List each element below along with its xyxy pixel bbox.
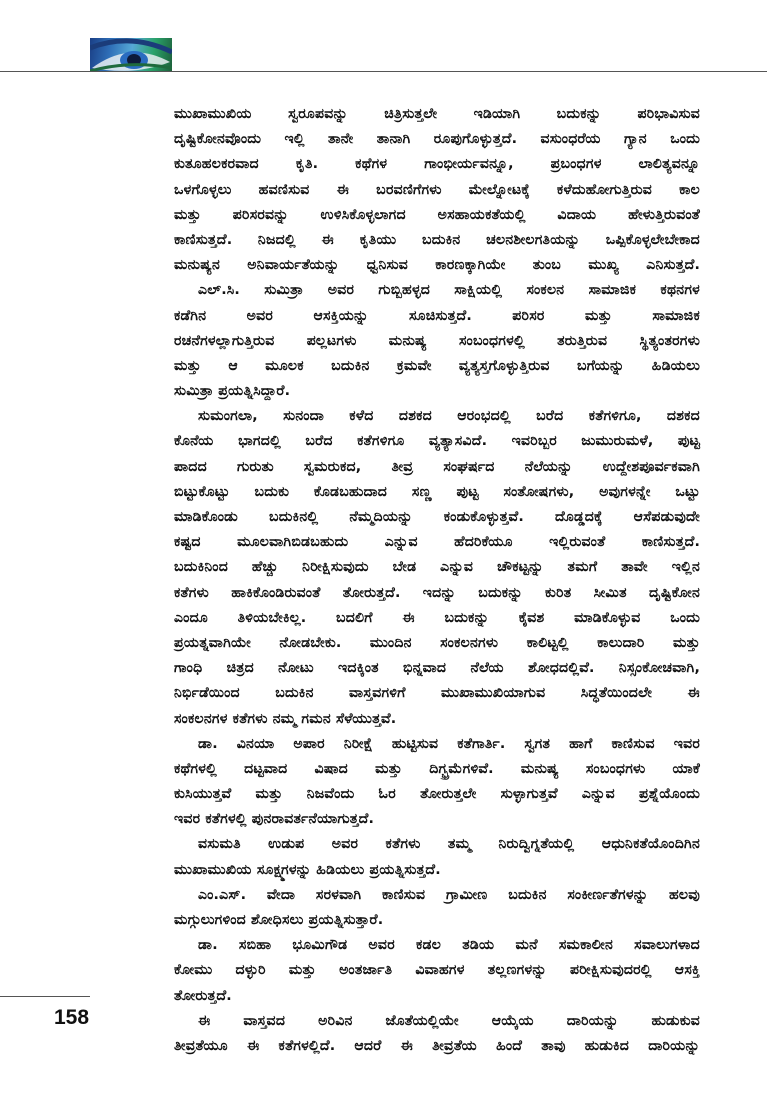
text-line: ಡಾ. ಸಬಿಹಾ ಭೂಮಿಗೌಡ ಅವರ ಕಡಲ ತಡಿಯ ಮನೆ ಸಮಕಾಲೀನ ಸವಾಲುಗಳಾದ (198, 937, 700, 954)
text-line: ಕುಸಿಯುತ್ತವೆ ಮತ್ತು ನಿಜವೆಂದು ಓರ ತೋರುತ್ತಲೇ ಸುಳ್ಳಾಗುತ್ತವೆ ಎನ್ನುವ ಪ್ರಶ್ನೆಯೊಂದು (174, 786, 700, 803)
text-line: ಕಥೆಗಳಲ್ಲಿ ದಟ್ಟವಾದ ವಿಷಾದ ಮತ್ತು ದಿಗ್ಭ್ರಮೆಗಳಿವೆ. ಮನುಷ್ಯ ಸಂಬಂಧಗಳು ಯಾಕೆ (174, 760, 700, 777)
text-line: ಕೋಮು ದಳ್ಳುರಿ ಮತ್ತು ಅಂತರ್ಜಾತಿ ವಿವಾಹಗಳ ತಲ್ಲಣಗಳನ್ನು ಪರೀಕ್ಷಿಸುವುದರಲ್ಲಿ ಆಸಕ್ತಿ (174, 962, 700, 979)
text-line: ಈ ವಾಸ್ತವದ ಅರಿವಿನ ಜೊತೆಯಲ್ಲಿಯೇ ಆಯ್ಕೆಯ ದಾರಿಯನ್ನು ಹುಡುಕುವ (198, 1012, 700, 1029)
text-line: ಎಂ.ಎಸ್. ವೇದಾ ಸರಳವಾಗಿ ಕಾಣಿಸುವ ಗ್ರಾಮೀಣ ಬದುಕಿನ ಸಂಕೀರ್ಣತೆಗಳನ್ನು ಹಲವು (198, 886, 700, 903)
page-number: 158 (54, 1006, 90, 1029)
text-line: ಕುತೂಹಲಕರವಾದ ಕೃತಿ. ಕಥೆಗಳ ಗಾಂಭೀರ್ಯವನ್ನೂ, ಪ್ರಬಂಧಗಳ ಲಾಲಿತ್ಯವನ್ನೂ (174, 156, 700, 173)
text-line: ಸುಮಿತ್ರಾ ಪ್ರಯತ್ನಿಸಿದ್ದಾರೆ. (174, 383, 291, 400)
text-line: ತೋರುತ್ತದೆ. (174, 987, 232, 1004)
body-text (174, 102, 700, 1059)
text-line: ಮುಖಾಮುಖಿಯ ಸ್ವರೂಪವನ್ನು ಚಿತ್ರಿಸುತ್ತಲೇ ಇಡಿಯಾಗಿ ಬದುಕನ್ನು ಪರಿಭಾವಿಸುವ (174, 106, 700, 122)
text-line: ಕಾಣಿಸುತ್ತದೆ. ನಿಜದಲ್ಲಿ ಈ ಕೃತಿಯು ಬದುಕಿನ ಚಲನಶೀಲಗತಿಯನ್ನು ಒಪ್ಪಿಕೊಳ್ಳಲೇಬೇಕಾದ (174, 231, 700, 248)
text-line: ಕೊನೆಯ ಭಾಗದಲ್ಲಿ ಬರೆದ ಕತೆಗಳಿಗೂ ವ್ಯತ್ಯಾಸವಿದೆ. ಇವರಿಬ್ಬರ ಜುಮುರುಮಳೆ, ಪುಟ್ಟ (174, 433, 700, 450)
text-line: ನಿರ್ಭಿಡೆಯಿಂದ ಬದುಕಿನ ವಾಸ್ತವಗಳಿಗೆ ಮುಖಾಮುಖಿಯಾಗುವ ಸಿದ್ಧತೆಯಿಂದಲೇ ಈ (174, 685, 700, 702)
eye-icon (90, 38, 172, 72)
text-line: ಕಡೆಗಿನ ಅವರ ಆಸಕ್ತಿಯನ್ನು ಸೂಚಿಸುತ್ತದೆ. ಪರಿಸರ ಮತ್ತು ಸಾಮಾಜಿಕ (174, 307, 700, 324)
text-line: ವಸುಮತಿ ಉಡುಪ ಅವರ ಕತೆಗಳು ತಮ್ಮ ನಿರುದ್ವಿಗ್ನತೆಯಲ್ಲಿ ಆಧುನಿಕತೆಯೊಂದಿಗಿನ (198, 836, 700, 853)
text-line: ಕಷ್ಟದ ಮೂಲವಾಗಿಬಿಡಬಹುದು ಎನ್ನುವ ಹೆದರಿಕೆಯೂ ಇಲ್ಲಿರುವಂತೆ ಕಾಣಿಸುತ್ತದೆ. (174, 534, 700, 551)
text-line: ಪಾದದ ಗುರುತು ಸ್ವಮರುಕದ, ತೀವ್ರ ಸಂಘರ್ಷದ ನೆಲೆಯನ್ನು ಉದ್ದೇಶಪೂರ್ವಕವಾಗಿ (174, 458, 700, 475)
text-line: ಮುಖಾಮುಖಿಯ ಸೂಕ್ಷ್ಮಗಳನ್ನು ಹಿಡಿಯಲು ಪ್ರಯತ್ನಿಸುತ್ತದೆ. (174, 861, 441, 878)
text-line: ಮನುಷ್ಯನ ಅನಿವಾರ್ಯತೆಯನ್ನು ಧ್ವನಿಸುವ ಕಾರಣಕ್ಕಾಗಿಯೇ ತುಂಬ ಮುಖ್ಯ ಎನಿಸುತ್ತದೆ. (174, 257, 700, 274)
text-line: ಒಳಗೊಳ್ಳಲು ಹವಣಿಸುವ ಈ ಬರವಣಿಗೆಗಳು ಮೇಲ್ನೋಟಕ್ಕೆ ಕಳೆದುಹೋಗುತ್ತಿರುವ ಕಾಲ (174, 181, 700, 198)
text-line: ತೀವ್ರತೆಯೂ ಈ ಕತೆಗಳಲ್ಲಿದೆ. ಆದರೆ ಈ ತೀವ್ರತೆಯ ಹಿಂದೆ ತಾವು ಹುಡುಕಿದ ದಾರಿಯನ್ನು (174, 1037, 700, 1054)
text-line: ಮತ್ತು ಪರಿಸರವನ್ನು ಉಳಿಸಿಕೊಳ್ಳಲಾಗದ ಅಸಹಾಯಕತೆಯಲ್ಲಿ ವಿದಾಯ ಹೇಳುತ್ತಿರುವಂತೆ (174, 206, 700, 223)
text-line: ಸುಮಂಗಲಾ, ಸುನಂದಾ ಕಳೆದ ದಶಕದ ಆರಂಭದಲ್ಲಿ ಬರೆದ ಕತೆಗಳಿಗೂ, ದಶಕದ (198, 408, 700, 425)
text-line: ಮಗ್ಗುಲುಗಳಿಂದ ಶೋಧಿಸಲು ಪ್ರಯತ್ನಿಸುತ್ತಾರೆ. (174, 912, 384, 928)
text-line: ಇವರ ಕತೆಗಳಲ್ಲಿ ಪುನರಾವರ್ತನೆಯಾಗುತ್ತದೆ. (174, 811, 375, 828)
text-line: ಬದುಕಿನಿಂದ ಹೆಚ್ಚು ನಿರೀಕ್ಷಿಸುವುದು ಬೇಡ ಎನ್ನುವ ಚೌಕಟ್ಟನ್ನು ತಮಗೆ ತಾವೇ ಇಲ್ಲಿನ (174, 559, 700, 576)
text-line: ಪ್ರಯತ್ನವಾಗಿಯೇ ನೋಡಬೇಕು. ಮುಂದಿನ ಸಂಕಲನಗಳು ಕಾಲಿಟ್ಟಲ್ಲಿ ಕಾಲುದಾರಿ ಮತ್ತು (174, 634, 700, 651)
text-line: ಬಿಟ್ಟುಕೊಟ್ಟು ಬದುಕು ಕೊಡಬಹುದಾದ ಸಣ್ಣ ಪುಟ್ಟ ಸಂತೋಷಗಳು, ಅವುಗಳನ್ನೇ ಒಟ್ಟು (174, 483, 700, 500)
text-line: ಸಂಕಲನಗಳ ಕತೆಗಳು ನಮ್ಮ ಗಮನ ಸೆಳೆಯುತ್ತವೆ. (174, 710, 397, 727)
text-line: ಮತ್ತು ಆ ಮೂಲಕ ಬದುಕಿನ ಕ್ರಮವೇ ವ್ಯತ್ಯಸ್ತಗೊಳ್ಳುತ್ತಿರುವ ಬಗೆಯನ್ನು ಹಿಡಿಯಲು (174, 357, 700, 374)
text-line: ಕತೆಗಳು ಹಾಕಿಕೊಂಡಿರುವಂತೆ ತೋರುತ್ತದೆ. ಇದನ್ನು ಬದುಕನ್ನು ಕುರಿತ ಸೀಮಿತ ದೃಷ್ಟಿಕೋನ (174, 584, 700, 601)
text-line: ಎಲ್.ಸಿ. ಸುಮಿತ್ರಾ ಅವರ ಗುಬ್ಬಿಹಳ್ಳದ ಸಾಕ್ಷಿಯಲ್ಲಿ ಸಂಕಲನ ಸಾಮಾಜಿಕ ಕಥನಗಳ (198, 282, 700, 299)
header-rule (0, 71, 767, 72)
text-line: ಗಾಂಧಿ ಚಿತ್ರದ ನೋಟು ಇದಕ್ಕಿಂತ ಭಿನ್ನವಾದ ನೆಲೆಯ ಶೋಧದಲ್ಲಿವೆ. ನಿಸ್ಸಂಕೋಚವಾಗಿ, (174, 660, 700, 677)
text-line: ಮಾಡಿಕೊಂಡು ಬದುಕಿನಲ್ಲಿ ನೆಮ್ಮದಿಯನ್ನು ಕಂಡುಕೊಳ್ಳುತ್ತವೆ. ದೊಡ್ಡದಕ್ಕೆ ಆಸೆಪಡುವುದೇ (174, 509, 700, 525)
text-line: ಡಾ. ವಿನಯಾ ಅಪಾರ ನಿರೀಕ್ಷೆ ಹುಟ್ಟಿಸುವ ಕತೆಗಾರ್ತಿ. ಸ್ವಗತ ಹಾಗೆ ಕಾಣಿಸುವ ಇವರ (198, 735, 700, 752)
text-line: ರಚನೆಗಳಲ್ಲಾಗುತ್ತಿರುವ ಪಲ್ಲಟಗಳು ಮನುಷ್ಯ ಸಂಬಂಧಗಳಲ್ಲಿ ತರುತ್ತಿರುವ ಸ್ಥಿತ್ಯಂತರಗಳು (174, 332, 700, 349)
text-line: ದೃಷ್ಟಿಕೋನವೊಂದು ಇಲ್ಲಿ ತಾನೇ ತಾನಾಗಿ ರೂಪುಗೊಳ್ಳುತ್ತದೆ. ವಸುಂಧರೆಯ ಗ್ಯಾನ ಒಂದು (174, 131, 700, 148)
footer-rule (0, 996, 90, 997)
text-line: ಎಂದೂ ತಿಳಿಯಬೇಕಿಲ್ಲ. ಬದಲಿಗೆ ಈ ಬದುಕನ್ನು ಕೈವಶ ಮಾಡಿಕೊಳ್ಳುವ ಒಂದು (174, 609, 700, 626)
